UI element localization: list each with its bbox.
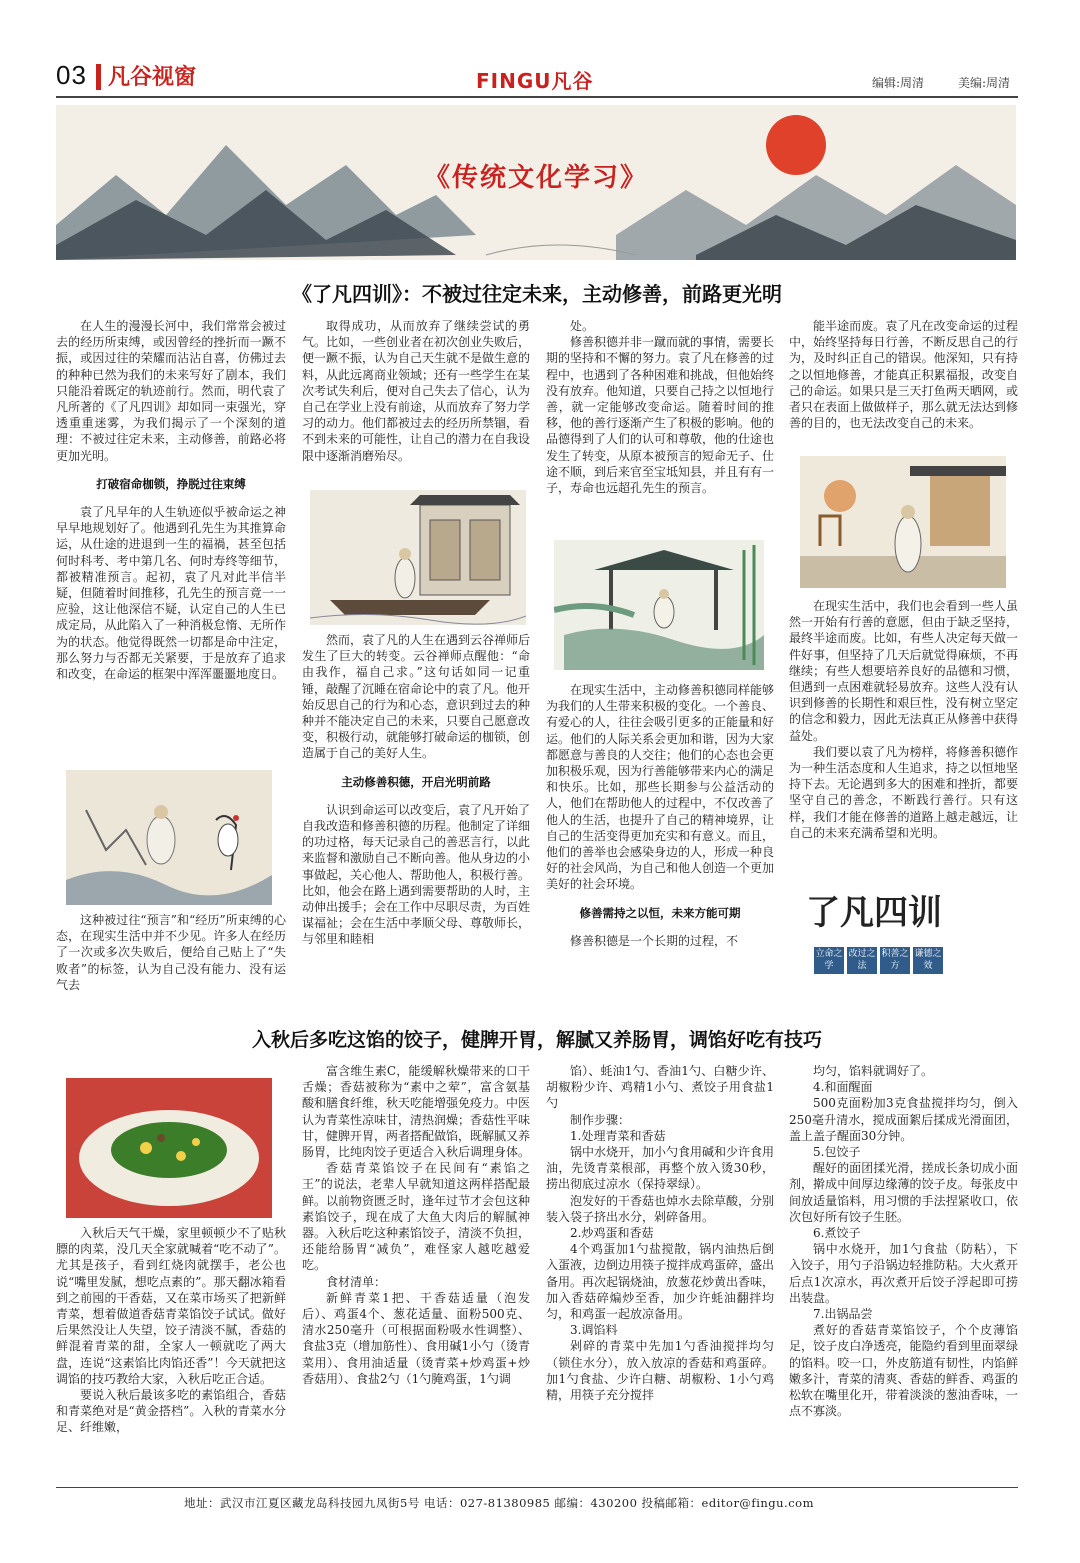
stamp-cell: 立命之学 [814, 947, 844, 974]
article1-column-1 [56, 318, 286, 682]
stamp-cell: 积善之方 [880, 947, 910, 974]
paragraph: 袁了凡早年的人生轨迹似乎被命运之神早早地规划好了。他遇到孔先生为其推算命运，从仕途的进退到一生的福禍，甚至包括何时科考、考中第几名、何时寿终等细节，都被精准预言。起初，袁了凡对此半信半疑，但随着时间推移，孔先生的预言竟一一应验，这让他深信不疑，认定自己的人生已成定局，从此陷入了一种消极怠惰、无所作为的状态。他觉得既然一切都是命中注定，那么努力与否都无关紧要，于是放弃了追求和改变，在命运的框架中浑浑噩噩地度日。 [56, 505, 286, 682]
paragraph: 7.出锅品尝 [813, 1307, 873, 1322]
scholar-gate-painting [800, 456, 1006, 588]
dumpling-photo [66, 1078, 272, 1218]
article1-column-2-middle [302, 632, 530, 948]
paragraph: 4个鸡蛋加1勺盐搅散，锅内油热后倒入蛋液，边倒边用筷子搅拌成鸡蛋碎，盛出备用。再次起锅烧油，放葱花炒黄出香味，加入香菇碎煸炒至香，加少许蚝油翻拌均匀，和鸡蛋一起放凉备用。 [546, 1242, 775, 1322]
paragraph: 能半途而废。袁了凡在改变命运的过程中，始终坚持每日行善，不断反思自己的行为，及时纠正自己的错误。他深知，只有持之以恒地修善，才能真正积累福报，改变自己的命运。如果只是三天打鱼两天晒网，或者只在表面上做做样子，那么就无法达到修善的目的，也无法改变自己的未来。 [789, 319, 1018, 431]
banner-title: 《传统文化学习》 [423, 163, 648, 193]
paragraph: 馅）、蚝油1勺、香油1勺、白糖少许、胡椒粉少许、鸡精1小勺、煮饺子用食盐1勺 [546, 1064, 774, 1111]
paragraph: 4.和面醒面 [813, 1080, 873, 1095]
article1-column-3 [546, 318, 774, 496]
article2-column-4 [789, 1063, 1018, 1419]
pavilion-bamboo-painting [554, 540, 764, 670]
paragraph: 处。 [570, 319, 595, 333]
article-title: 《了凡四训》：不被过往定未来，主动修善，前路更光明 [292, 282, 782, 306]
paragraph: 锅中水烧开，加小勺食用碱和少许食用油，先烫青菜根部，再整个放入烫30秒，捞出彻底过凉水（保持翠绿）。 [546, 1145, 775, 1192]
paragraph: 富含维生素C，能缓解秋燥带来的口干舌燥；香菇被称为“素中之荤”，富含氨基酸和膳食纤维，秋天吃能增强免疫力。中医认为青菜性凉味甘，清热润燥；香菇性平味甘，健脾开胃，两者搭配做馅，既解腻又养肠胃，比纯肉饺子更适合入秋后调理身体。 [302, 1064, 531, 1160]
subheading-break-chains: 打破宿命枷锁，挣脱过往束缚 [96, 476, 246, 491]
stamp-cells [814, 947, 943, 974]
article2-column-3 [546, 1063, 774, 1403]
paragraph: 新鲜青菜1把、干香菇适量（泡发后）、鸡蛋4个、葱花适量、面粉500克、清水250毫升（可根据面粉吸水性调整）、食盐3克（增加筋性）、食用碱1小勺（烫青菜用）、食用油适量（烫青菜+炒鸡蛋+炒香菇用）、食盐2勺（1勺腌鸡蛋，1勺调 [302, 1290, 530, 1386]
paragraph: 食材清单： [326, 1274, 387, 1289]
article1-column-2 [302, 318, 530, 464]
section-title: 凡谷视窗 [108, 65, 197, 90]
article1-column-3-middle [546, 682, 774, 949]
header-divider [96, 64, 101, 90]
paragraph: 然而，袁了凡的人生在遇到云谷禅师后发生了巨大的转变。云谷禅师点醒他：“命由我作，福自己求。”这句话如同一记重锤，敲醒了沉睡在宿命论中的袁了凡。他开始反思自己的行为和心态，意识到过去的种种并不能决定自己的未来，只要自己愿意改变，积极行动，就能够打破命运的枷锁，创造属于自己的美好人生。 [302, 633, 531, 761]
stamp-cell: 谦德之效 [913, 947, 943, 974]
subheading-persist: 修善需持之以恒，未来方能可期 [579, 905, 741, 920]
paragraph: 2.炒鸡蛋和香菇 [570, 1226, 654, 1241]
page-number: 03 [56, 60, 87, 90]
paragraph: 香菇青菜馅饺子在民间有“素馅之王”的说法，老辈人早就知道这两样搭配最鲜。以前物资匮乏时，逢年过节才会包这种素馅饺子，现在成了大鱼大肉后的解腻神器。入秋后吃这种素馅饺子，清淡不负担，还能给肠胃“减负”，难怪家人越吃越爱吃。 [302, 1161, 531, 1273]
paragraph: 在现实生活中，主动修善积德同样能够为我们的人生带来积极的变化。一个善良、有爱心的人，往往会吸引更多的正能量和好运。他们的人际关系会更加和谐，因为大家都愿意与善良的人交往；他们的心态也会更加积极乐观，因为行善能够带来内心的满足和快乐。比如，那些长期参与公益活动的人，他们在帮助他人的过程中，不仅改善了他人的生活，也提升了自己的精神境界，让自己的生活变得更加充实和有意义。而且，他们的善举也会感染身边的人，形成一种良好的社会风尚，为自己和他人创造一个更加美好的社会环境。 [546, 683, 775, 892]
article1-column-4-end [789, 598, 1018, 841]
footer-contact: 地址：武汉市江夏区藏龙岛科技园九凤街5号 电话：027-81380985 邮编：430200 投稿邮箱：editor@fingu.com [184, 1496, 814, 1510]
liaofan-book-stamp [806, 885, 956, 980]
paragraph: 锅中水烧开，加1勺食盐（防粘），下入饺子，用勺子沿锅边轻推防粘。大火煮开后点1次凉水，再次煮开后饺子浮起即可捞出装盘。 [789, 1242, 1018, 1305]
paragraph: 取得成功，从而放弃了继续尝试的勇气。比如，一些创业者在初次创业失败后，便一蹶不振，认为自己天生就不是做生意的料，从此远离商业领域；还有一些学生在某次考试失利后，便对自己失去了信心，认为自己在学业上没有前途，从而放弃了努力学习的动力。他们都被过去的经历所禁锢，看不到未来的可能性，让自己的潜力在自我设限中逐渐消磨殆尽。 [302, 319, 531, 463]
stamp-cell: 改过之法 [847, 947, 877, 974]
subheading-active-good: 主动修善积德，开启光明前路 [341, 774, 491, 789]
paragraph: 入秋后天气干燥，家里顿顿少不了贴秋膘的肉菜，没几天全家就喊着“吃不动了”。尤其是孩子，看到红烧肉就摆手，老公也说“嘴里发腻，想吃点素的”。那天翻冰箱看到之前囤的干香菇，又在菜市场买了把新鲜青菜，想着做道香菇青菜馅饺子试试。做好后果然没让人失望，饺子清淡不腻，香菇的鲜混着青菜的甜，全家人一顿就吃了两大盘，连说“这素馅比肉馅还香”！今天就把这调馅的技巧教给大家，入秋后吃正合适。 [56, 1226, 286, 1386]
paragraph: 3.调馅料 [570, 1323, 618, 1338]
banner [56, 105, 1016, 260]
paragraph: 修善积德是一个长期的过程，不 [570, 933, 739, 948]
liaofan-crane-painting [66, 770, 272, 905]
article2-column-1 [56, 1225, 286, 1436]
scholar-boat-painting [310, 490, 526, 625]
paragraph: 醒好的面团揉光滑，搓成长条切成小面剂，擀成中间厚边缘薄的饺子皮。每张皮中间放适量馅料，用习惯的手法捏紧收口，依次包好所有饺子生胚。 [789, 1161, 1018, 1224]
paragraph: 制作步骤： [570, 1112, 631, 1127]
stamp-title: 了凡四训 [806, 893, 942, 933]
paragraph: 均匀，馅料就调好了。 [813, 1064, 934, 1078]
paragraph: 泡发好的干香菇也焯水去除草酸，分别装入袋子挤出水分，剁碎备用。 [546, 1193, 775, 1224]
editor-credit: 编辑:周清 [872, 76, 925, 90]
article2-column-2 [302, 1063, 530, 1387]
article2-title: 入秋后多吃这馅的饺子，健脾开胃，解腻又养肠胃，调馅好吃有技巧 [251, 1029, 822, 1051]
paragraph: 煮好的香菇青菜馅饺子，个个皮薄馅足，饺子皮白净透亮，能隐约看到里面翠绿的馅料。咬一口，外皮筋道有韧性，内馅鲜嫩多汁，青菜的清爽、香菇的鲜香、鸡蛋的松软在嘴里化开，带着淡淡的葱油香味，一点不寡淡。 [789, 1323, 1018, 1419]
paragraph: 6.煮饺子 [813, 1226, 861, 1241]
paragraph: 要说入秋后最该多吃的素馅组合，香菇和青菜绝对是“黄金搭档”。入秋的青菜水分足、纤维嫩， [56, 1388, 286, 1435]
article1-column-4 [789, 318, 1018, 431]
paragraph: 这种被过往“预言”和“经历”所束缚的心态，在现实生活中并不少见。许多人在经历了一次或多次失败后，便给自己贴上了“失败者”的标签，认为自己没有能力、没有运气去 [56, 913, 286, 992]
paragraph: 在人生的漫漫长河中，我们常常会被过去的经历所束缚，或因曾经的挫折而一蹶不振，或因过往的荣耀而沾沾自喜，仿佛过去的种种已然为我们的未来写好了剧本，我们只能沿着既定的轨迹前行。然而，明代袁了凡所著的《了凡四训》却如同一束强光，穿透重重迷雾，为我们揭示了一个深刻的道理：不被过往定未来，主动修善，前路必将更加光明。 [56, 319, 286, 463]
paragraph: 1.处理青菜和香菇 [570, 1128, 666, 1143]
article1-column-1-end [56, 912, 286, 993]
paragraph: 5.包饺子 [813, 1145, 861, 1160]
paragraph: 我们要以袁了凡为榜样，将修善积德作为一种生活态度和人生追求，持之以恒地坚持下去。无论遇到多大的困难和挫折，都要坚守自己的善念，不断践行善行。只有这样，我们才能在修善的道路上越走越远，让自己的未来充满希望和光明。 [789, 744, 1018, 840]
paragraph: 认识到命运可以改变后，袁了凡开始了自我改造和修善积德的历程。他制定了详细的功过格，每天记录自己的善恶言行，以此来监督和激励自己不断向善。他从身边的小事做起，关心他人、帮助他人，积极行善。比如，他会在路上遇到需要帮助的人时，主动伸出援手；会在工作中尽职尽责，为百姓谋福祉；会在生活中孝顺父母、尊敬师长，与邻里和睦相 [302, 802, 531, 947]
art-editor-credit: 美编:周清 [958, 76, 1011, 90]
paragraph: 修善积德并非一蹴而就的事情，需要长期的坚持和不懈的努力。袁了凡在修善的过程中，也遇到了各种困难和挑战，但他始终没有放弃。他知道，只要自己持之以恒地行善，就一定能够改变命运。随着时间的推移，他的善行逐渐产生了积极的影响。他的品德得到了人们的认可和尊敬，他的仕途也发生了转变，从原本被预言的短命无子、仕途不顺，到后来官至宝坻知县，并且有有一子，寿命也远超孔先生的预言。 [546, 335, 775, 496]
paragraph: 在现实生活中，我们也会看到一些人虽然一开始有行善的意愿，但由于缺乏坚持，最终半途而废。比如，有些人决定每天做一件好事，但坚持了几天后就觉得麻烦，不再继续；有些人想要培养良好的品德和习惯，但遇到一点困难就轻易放弃。这些人没有认识到修善的长期性和艰巨性，没有树立坚定的信念和毅力，因此无法真正从修善中获得益处。 [789, 599, 1018, 743]
paragraph: 500克面粉加3克食盐搅拌均匀，倒入250毫升清水，搅成面絮后揉成光滑面团，盖上盖子醒面30分钟。 [789, 1096, 1018, 1143]
header-rule [56, 96, 1018, 98]
paragraph: 剁碎的青菜中先加1勺香油搅拌均匀（锁住水分），放入放凉的香菇和鸡蛋碎。加1勺食盐、少许白糖、胡椒粉、1小勺鸡精，用筷子充分搅拌 [546, 1339, 774, 1403]
brand-logo: FINGU凡谷 [476, 69, 594, 93]
